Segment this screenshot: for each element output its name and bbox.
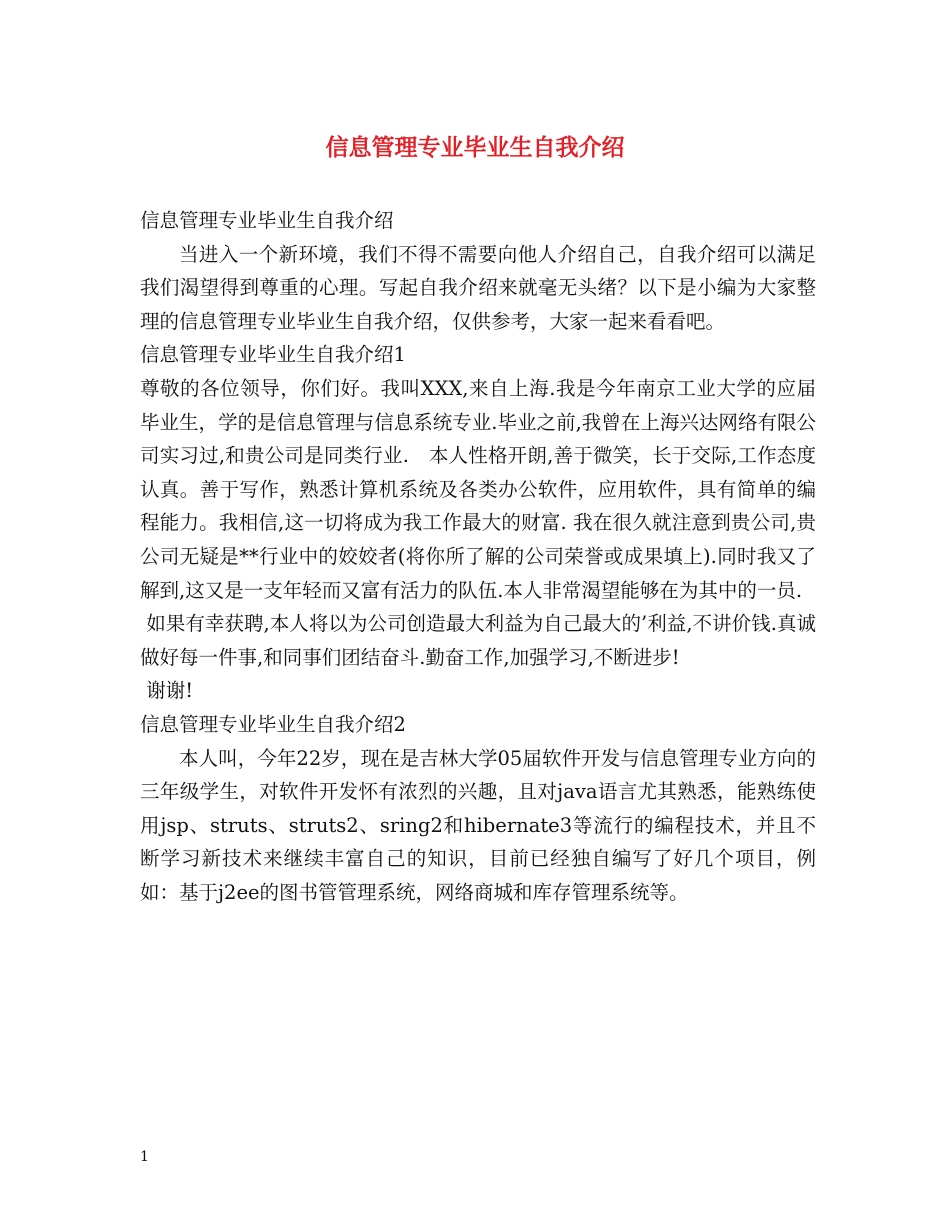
section-heading: 信息管理专业毕业生自我介绍 — [140, 209, 394, 232]
body-paragraph: 如果有幸获聘,本人将以为公司创造最大利益为自己最大的’利益,不讲价钱.真诚做好每一件事,和同事们团结奋斗.勤奋工作,加强学习,不断进步! — [140, 612, 817, 669]
body-paragraph: 本人叫，今年22岁，现在是吉林大学05届软件开发与信息管理专业方向的三年级学生，对软件开发怀有浓烈的兴趣，且对java语言尤其熟悉，能熟练使用jsp、struts、struts2、sring2和hibernate3等流行的编程技术，并且不断学习新技术来继续丰富自己的知识，目前已经独自编写了好几个项目，例如：基于j2ee的图书管管理系统，网络商城和库存管理系统等。 — [140, 746, 816, 904]
document-body — [140, 204, 816, 909]
body-paragraph: 尊敬的各位领导，你们好。我叫XXX,来自上海.我是今年南京工业大学的应届毕业生，学的是信息管理与信息系统专业.毕业之前,我曾在上海兴达网络有限公司实习过,和贵公司是同类行业. 本人性格开朗,善于微笑，长于交际,工作态度认真。善于写作，熟悉计算机系统及各类办公软件，应用软件，具有简单的编程能力。我相信,这一切将成为我工作最大的财富. 我在很久就注意到贵公司,贵公司无疑是**行业中的姣姣者(将你所了解的公司荣誉或成果填上).同时我又了解到,这又是一支年轻而又富有活力的队伍.本人非常渴望能够在为其中的一员. — [140, 376, 816, 602]
section-heading: 信息管理专业毕业生自我介绍1 — [140, 343, 406, 367]
page-number: 1 — [140, 1149, 149, 1165]
intro-paragraph: 当进入一个新环境，我们不得不需要向他人介绍自己，自我介绍可以满足我们渴望得到尊重的心理。写起自我介绍来就毫无头绪？以下是小编为大家整理的信息管理专业毕业生自我介绍，仅供参考，大家一起来看看吧。 — [140, 242, 816, 333]
body-paragraph: 谢谢! — [140, 679, 194, 703]
document-title: 信息管理专业毕业生自我介绍 — [325, 134, 625, 161]
section-heading: 信息管理专业毕业生自我介绍2 — [140, 712, 406, 736]
